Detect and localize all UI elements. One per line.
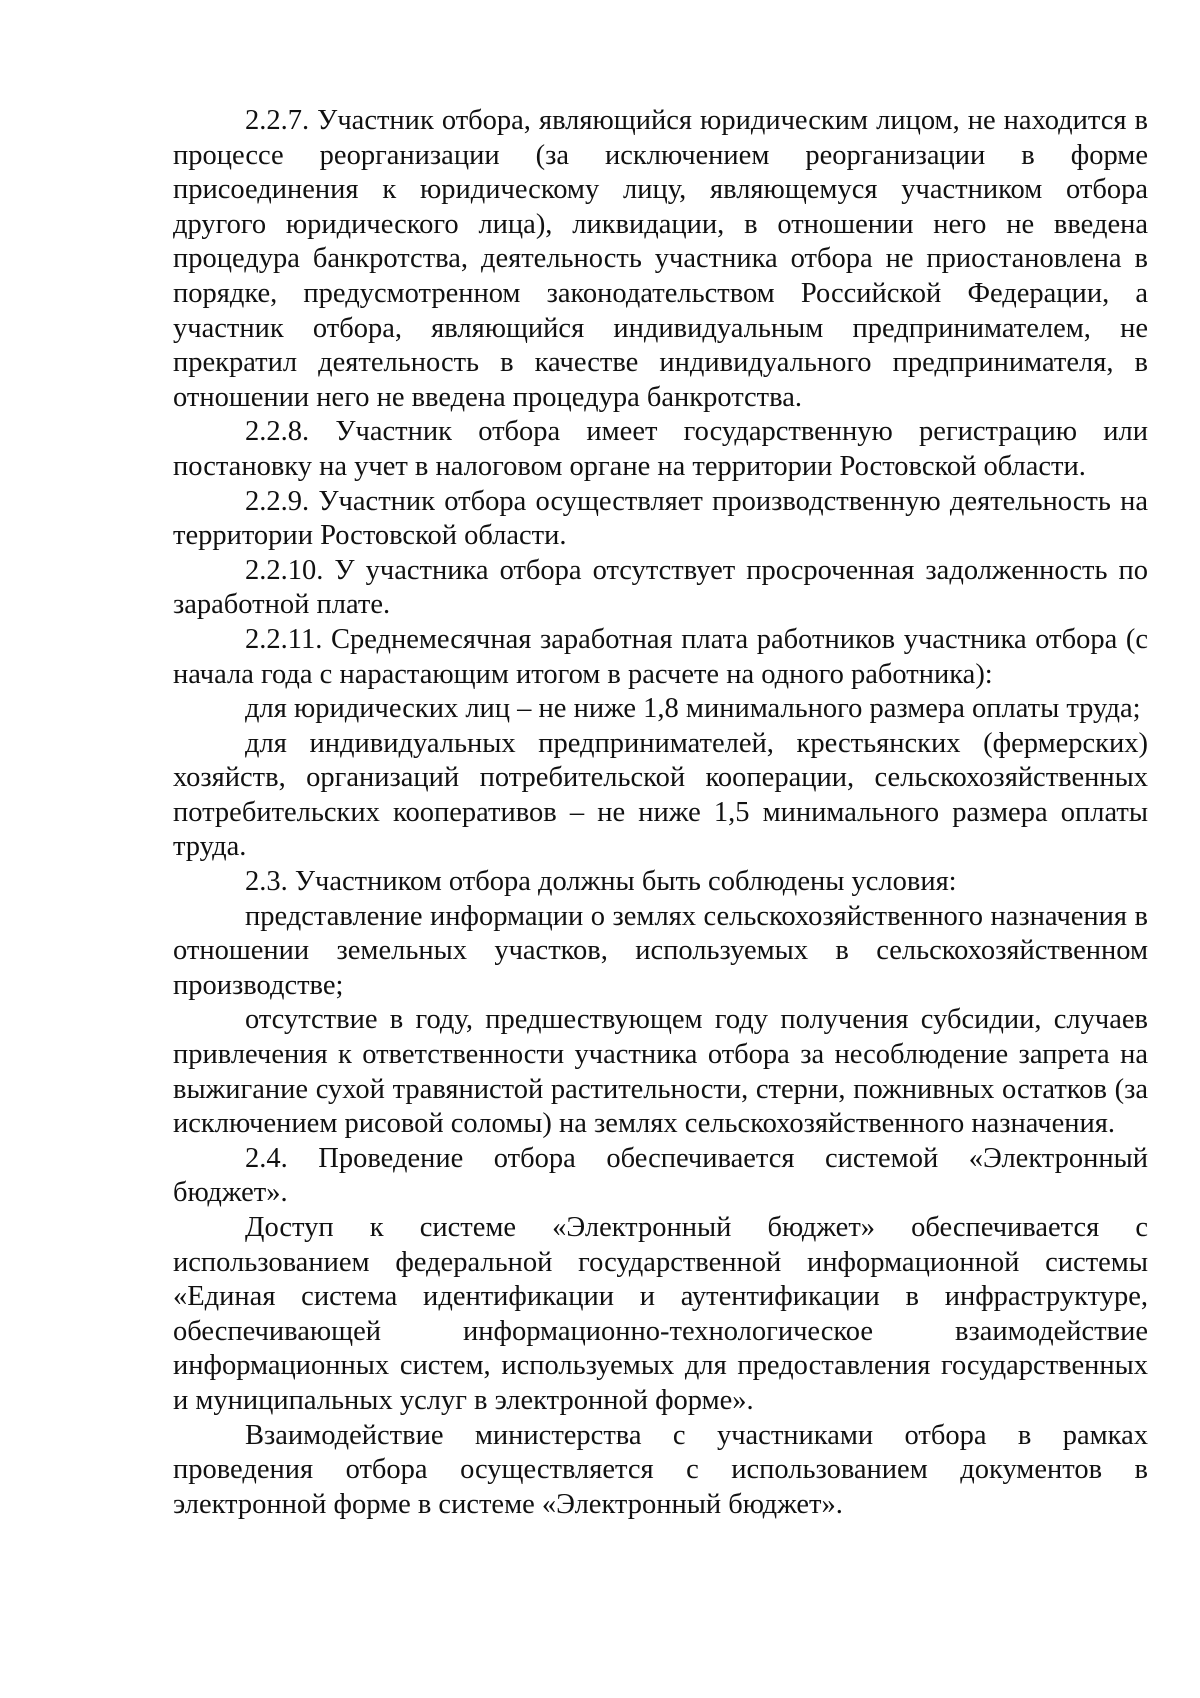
paragraph-2-2-9: 2.2.9. Участник отбора осуществляет производственную деятельность на территории Ростовской области. [173,485,1148,552]
paragraph-ministry-interaction: Взаимодействие министерства с участниками отбора в рамках проведения отбора осуществляется с использованием документов в электронной форме в системе «Электронный бюджет». [173,1419,1148,1520]
paragraph-land-information: представление информации о землях сельскохозяйственного назначения в отношении земельных участков, используемых в сельскохозяйственном производстве; [173,900,1148,1001]
paragraph-2-3: 2.3. Участником отбора должны быть соблюдены условия: [245,866,957,898]
paragraph-2-2-8: 2.2.8. Участник отбора имеет государственную регистрацию или постановку на учет в налоговом органе на территории Ростовской области. [173,416,1148,482]
paragraph-2-2-10: 2.2.10. У участника отбора отсутствует просроченная задолженность по заработной плате. [173,554,1148,621]
paragraph-burning-prohibition: отсутствие в году, предшествующем году получения субсидии, случаев привлечения к ответственности участника отбора за несоблюдение запрета на выжигание сухой травянистой растительности, стерни, пожнивных остатков (за исключением рисовой соломы) на землях сельскохозяйственного назначения. [173,1004,1148,1140]
paragraph-2-2-7: 2.2.7. Участник отбора, являющийся юридическим лицом, не находится в процессе реорганизации (за исключением реорганизации в форме присоединения к юридическому лицу, являющемуся участником отбора другого юридического лица), ликвидации, в отношении него не введена процедура банкротства, деятельность участника отбора не приостановлена в порядке, предусмотренном законодательством Российской Федерации, а участник отбора, являющийся индивидуальным предпринимателем, не прекратил деятельность в качестве индивидуального предпринимателя, в отношении него не введена процедура банкротства. [173,105,1148,413]
paragraph-2-4: 2.4. Проведение отбора обеспечивается системой «Электронный бюджет». [173,1142,1148,1209]
paragraph-individual-entrepreneurs: для индивидуальных предпринимателей, крестьянских (фермерских) хозяйств, организаций потребительской кооперации, сельскохозяйственных потребительских кооперативов – не ниже 1,5 минимального размера оплаты труда. [173,727,1148,863]
document-page [173,104,1148,1522]
paragraph-system-access: Доступ к системе «Электронный бюджет» обеспечивается с использованием федеральной государственной информационной системы «Единая система идентификации и аутентификации в инфраструктуре, обеспечивающей информационно-технологическое взаимодействие информационных систем, используемых для предоставления государственных и муниципальных услуг в электронной форме». [173,1212,1148,1416]
paragraph-2-2-11: 2.2.11. Среднемесячная заработная плата работников участника отбора (с начала года с нарастающим итогом в расчете на одного работника): [173,623,1148,690]
paragraph-legal-entities: для юридических лиц – не ниже 1,8 минимального размера оплаты труда; [245,693,1141,725]
